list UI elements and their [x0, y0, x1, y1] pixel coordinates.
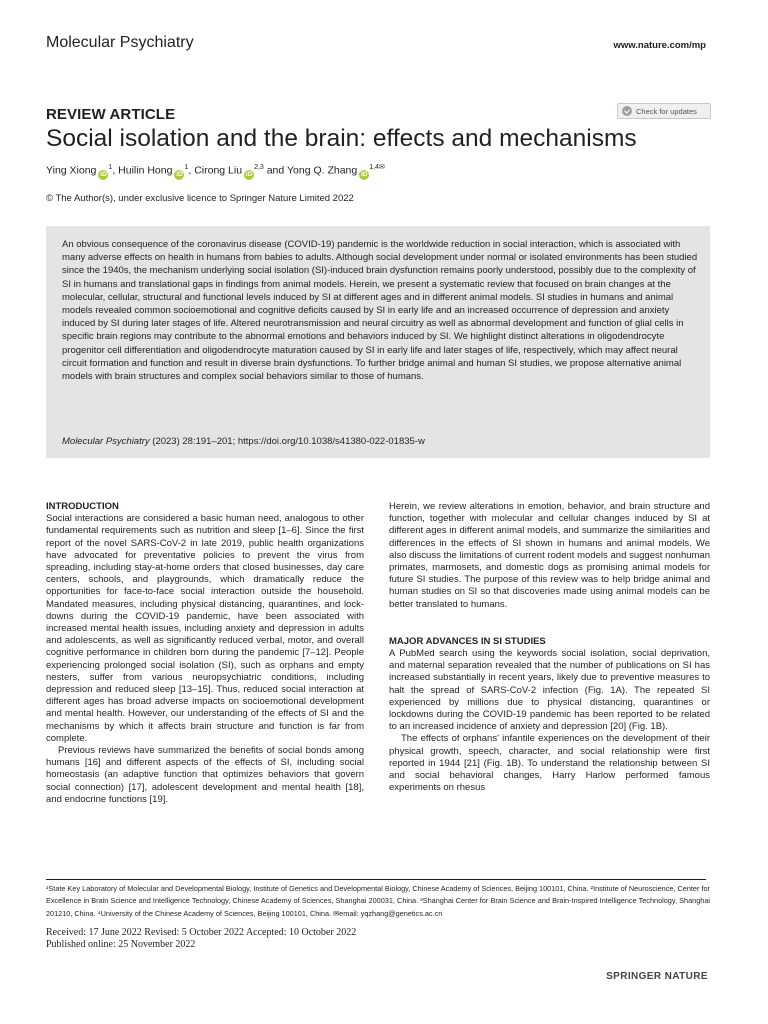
body-paragraph: Herein, we review alterations in emotion, behavior, and brain structure and function, together with molecular and cellular changes induced by SI at different ages in different animal models, and summarize the similarities and differences in the effects of SI shown in humans and animal models. We also discuss the limitations of current rodent models and suggest nonhuman primates, marmosets, and domestic dogs as promising animal models for future SI studies. The purpose of this review was to help bridge animal and human studies on SI so that discoveries made using animal models can be better translated to humans. — [389, 501, 710, 610]
author-separator: , — [112, 164, 119, 177]
check-updates-label: Check for updates — [636, 106, 697, 116]
footnote-divider — [46, 879, 706, 880]
section-heading-major-advances: MAJOR ADVANCES IN SI STUDIES — [389, 635, 546, 647]
author-list — [46, 163, 385, 180]
affiliations-footnote: ¹State Key Laboratory of Molecular and Developmental Biology, Institute of Genetics and Developmental Biology, Chinese Academy of Sciences, Beijing 100101, China. ²Institute of Neuroscience, Center for Excellence in Brain Science and Intelligence Technology, Chinese Academy of Sciences, Shanghai 200031, China. ³Shanghai Center for Brain Science and Brain-Inspired Intelligence Technology, Shanghai 201210, China. ⁴University of the Chinese Academy of Sciences, Beijing 100101, China. ✉email: yqzhang@genetics.ac.cn — [46, 884, 710, 918]
author-name[interactable]: Ying Xiong — [46, 164, 97, 177]
citation-journal: Molecular Psychiatry — [62, 436, 150, 447]
citation-doi[interactable]: (2023) 28:191–201; https://doi.org/10.1038/s41380-022-01835-w — [149, 436, 425, 447]
published-online: Published online: 25 November 2022 — [46, 938, 196, 950]
copyright-notice: © The Author(s), under exclusive licence to Springer Nature Limited 2022 — [46, 193, 354, 204]
author-sup-text: 1,4 — [369, 164, 379, 171]
author-name[interactable]: Cirong Liu — [194, 164, 243, 177]
left-column — [46, 501, 364, 806]
author-affiliation-sup: 2,3 — [254, 164, 264, 171]
body-paragraph: The effects of orphans' infantile experiences on the development of their physical growth, speech, character, and social relationship were first reported in 1944 [21] (Fig. 1B). To understand the relationship between SI and social behavioral changes, Harry Harlow performed famous experiments on rhesus — [389, 733, 710, 794]
author-affiliation-sup — [369, 164, 385, 171]
abstract-text: An obvious consequence of the coronavirus disease (COVID-19) pandemic is the worldwide reduction in social interaction, which is associated with many adverse effects on health in humans from babies to adults. Although social development under normal or isolated environments has been studied since the 1940s, the mechanism underlying social isolation (SI)-induced brain dysfunction remains poorly understood, possibly due to the complexity of SI in humans and translational gaps in findings from animal models. Herein, we present a systematic review that focused on brain changes at the molecular, cellular, structural and functional levels induced by SI at different ages and in different animal models. SI studies in humans and animal models revealed common socioemotional and cognitive deficits caused by SI in early life and an increased occurrence of depression and anxiety induced by SI during later stages of life. Altered neurotransmission and neural circuitry as well as abnormal development and function of glial cells in specific brain regions may contribute to the abnormal emotions and behaviors induced by SI. We highlight distinct alterations in oligodendrocyte progenitor cell differentiation and oligodendrocyte maturation caused by SI in early life and later stages of life, respectively, which may affect neural circuit formation and function and result in diverse brain dysfunctions. To further bridge animal and human SI studies, we propose alternative animal models with brain structures and complex social behaviors similar to those of humans. — [62, 239, 698, 383]
right-column — [389, 501, 710, 794]
author-separator: , — [188, 164, 195, 177]
orcid-icon[interactable]: iD — [360, 170, 368, 178]
author-name[interactable]: Huilin Hong — [118, 164, 173, 177]
body-paragraph: Previous reviews have summarized the benefits of social bonds among humans [16] and different aspects of the effects of SI, including social homeostasis (an adaptive function that optimizes behaviors that govern social connection) [17], adolescent development and mental health [18], and endocrine functions [19]. — [46, 745, 364, 805]
body-paragraph: Social interactions are considered a basic human need, analogous to other fundamental requirements such as nutrition and sleep [1–6]. Since the first report of the novel SARS-CoV-2 in late 2019, public health organizations have advocated for preventative policies to prevent the virus from spreading, including stay-at-home orders that closed businesses, day care centers, schools, and playgrounds, which dramatically reduce the opportunities for face-to-face social interaction outside the household. Mandated measures, including physical distancing, quarantines, and lock-downs during the COVID-19 pandemic, have been associated with increased mental health issues, including anxiety and depression in adults and adolescents, as well as significantly reduced verbal, motor, and overall cognitive performance in children born during the pandemic [7–12]. People experiencing prolonged social isolation (SI), such as orphans and empty nesters, suffer from various neuropsychiatric conditions, including depression and reduced sleep [13–15]. Thus, reduced social interaction at different ages has broad adverse impacts on socioemotional development and mental health. However, our understanding of the effects of SI and the mechanisms by which it affects brain structure and function is far from complete. — [46, 513, 364, 744]
body-paragraph: A PubMed search using the keywords social isolation, social deprivation, and maternal separation revealed that the number of publications on SI has increased substantially in recent years, likely due to preventive measures to halt the spread of SARS-CoV-2 infection (Fig. 1A). The repeated SI experienced by millions due to physical distancing, quarantines or lockdowns during the COVID-19 pandemic has been reported to be related to an increased incidence of anxiety and depression [20] (Fig. 1B). — [389, 648, 710, 733]
section-heading-introduction: INTRODUCTION — [46, 501, 119, 512]
orcid-icon[interactable]: iD — [245, 170, 253, 178]
author-separator: and — [263, 164, 287, 177]
check-updates-icon — [622, 106, 632, 116]
envelope-icon[interactable]: ✉ — [378, 164, 385, 171]
article-type-label: REVIEW ARTICLE — [46, 106, 176, 123]
journal-name: Molecular Psychiatry — [46, 34, 194, 51]
publisher-logo: SPRINGER NATURE — [606, 971, 708, 982]
check-for-updates-button[interactable] — [617, 103, 711, 119]
author-affiliation-sup: 1 — [108, 164, 113, 171]
orcid-icon[interactable]: iD — [176, 170, 183, 178]
author-affiliation-sup: 1 — [184, 164, 189, 171]
article-dates — [46, 927, 356, 950]
citation-line — [62, 436, 425, 447]
orcid-icon[interactable]: iD — [100, 170, 107, 178]
article-title: Social isolation and the brain: effects and mechanisms — [46, 125, 637, 152]
author-name[interactable]: Yong Q. Zhang — [286, 164, 358, 177]
received-revised-accepted: Received: 17 June 2022 Revised: 5 October 2022 Accepted: 10 October 2022 — [46, 927, 357, 938]
journal-url-link[interactable]: www.nature.com/mp — [613, 40, 706, 51]
